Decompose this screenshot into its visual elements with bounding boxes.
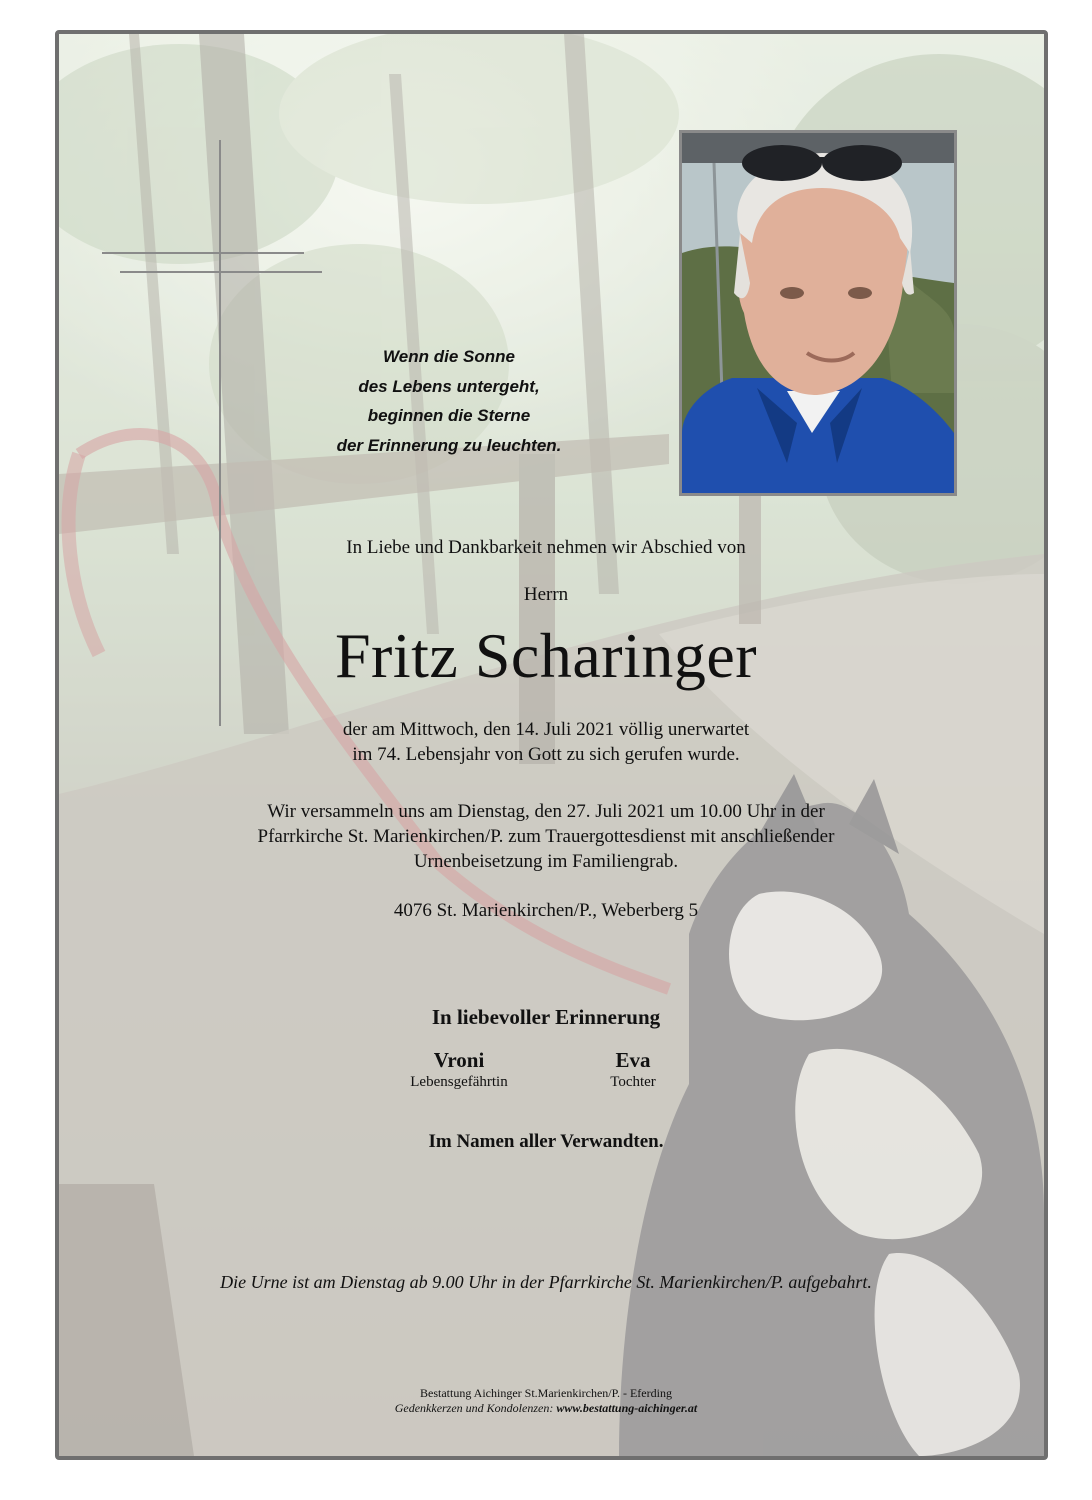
death-line: der am Mittwoch, den 14. Juli 2021 völlig unerwartet [342,719,750,740]
portrait-photo [679,130,957,496]
website-link[interactable]: www.bestattung-aichinger.at [556,1401,698,1415]
mourner-name: Vroni [433,1048,485,1072]
mourner [548,1047,718,1091]
death-line: im 74. Lebensjahr von Gott zu sich gerufen wurde. [352,744,740,765]
mourner-name: Eva [615,1048,651,1072]
quote-line: des Lebens untergeht, [358,376,540,396]
funeral-details [0,799,1092,874]
relatives-line: Im Namen aller Verwandten. [428,1131,664,1152]
address: 4076 St. Marienkirchen/P., Weberberg 5 [393,900,699,921]
death-notice [0,717,1092,767]
quote-line: beginnen die Sterne [367,406,531,425]
quote-line: der Erinnerung zu leuchten. [336,435,562,455]
cross-horizontal-bar [102,252,304,254]
salutation: Herrn [523,584,569,605]
mourner-role: Tochter [610,1074,656,1090]
condolence-prefix: Gedenkkerzen und Kondolenzen: [394,1401,557,1415]
undertaker-line: Bestattung Aichinger St.Marienkirchen/P. - Eferding [420,1386,672,1400]
urn-note: Die Urne ist am Dienstag ab 9.00 Uhr in der Pfarrkirche St. Marienkirchen/P. aufgebahrt. [220,1272,872,1292]
funeral-line: Wir versammeln uns am Dienstag, den 27. Juli 2021 um 10.00 Uhr in der [267,801,825,822]
mourners-list [0,1047,1092,1091]
mourner [374,1047,544,1091]
deceased-name: Fritz Scharinger [334,620,758,691]
mourner-role: Lebensgefährtin [410,1074,508,1090]
intro-line: In Liebe und Dankbarkeit nehmen wir Abschied von [346,537,746,558]
funeral-line: Pfarrkirche St. Marienkirchen/P. zum Trauergottesdienst mit anschließender [257,826,835,847]
quote-line: Wenn die Sonne [383,347,515,366]
mourners-heading: In liebevoller Erinnerung [431,1005,661,1029]
condolence-line [0,1401,1092,1416]
cross-horizontal-bar-shadow [120,271,322,273]
funeral-line: Urnenbeisetzung im Familiengrab. [413,851,679,872]
memorial-quote [304,342,594,460]
